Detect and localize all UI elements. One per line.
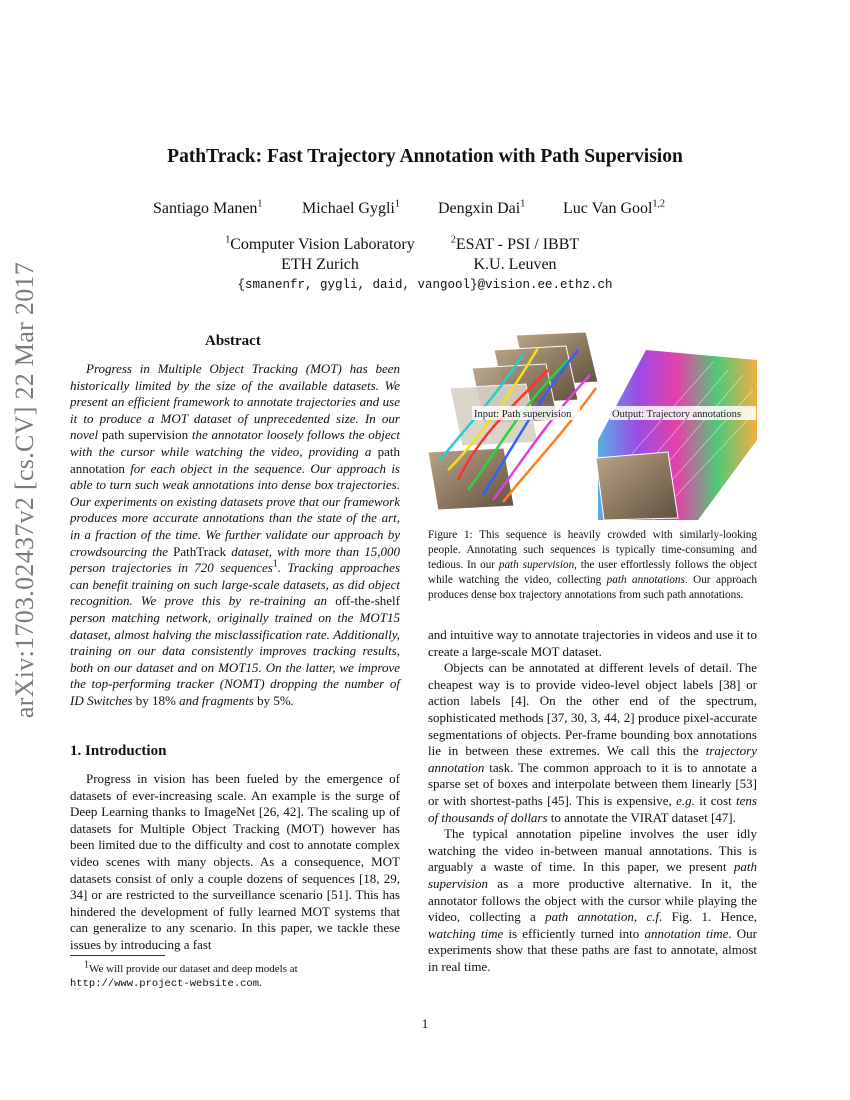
affiliation-2: $^2$ESAT - PSI / IBBT K.U. Leuven bbox=[450, 234, 580, 273]
author-3: Dengxin Dai$^1$ bbox=[438, 198, 526, 217]
author-1: Santiago Manen$^1$ bbox=[153, 198, 263, 217]
paper-title: PathTrack: Fast Trajectory Annotation with Path Supervision bbox=[167, 146, 683, 167]
introduction-body-left: Progress in vision has been fueled by the emergence of datasets of ever-increasing scale. An example is the surge of Deep Learning thanks to ImageNet [26, 42]. The scaling up of datasets for Multiple Object Tracking (MOT) however has been limited due to the difficulty and cost to annotate complex video scenes with many objects. As a consequence, MOT datasets consist of only a couple dozens of sequences [18, 29, 34] or are restricted to the surveillance scenario [51]. This has hindered the development of fully learned MOT systems that can generalize to any scenario. In this paper, we tackle these issues by introducing a fast bbox=[70, 771, 400, 952]
footnote-url[interactable]: http://www.project-website.com bbox=[70, 978, 260, 990]
introduction-body-right: and intuitive way to annotate trajectories in videos and use it to create a large-scale MOT dataset. Objects can be annotated at different levels of detail. The cheapest way is to provide video-level object labels [38] or action labels [4]. On the other end of the spectrum, sophisticated methods [37, 30, 3, 44, 2] produce pixel-accurate segmentations of objects. Per-frame bounding box annotations lie in between these extremes. We call this the trajectory annotation task. The common approach to it is to annotate a sparse set of boxes and interpolate between them linearly [53] or with shortest-paths [45]. This is expensive, e.g. it cost tens of thousands of dollars to annotate the VIRAT dataset [47]. The typical annotation pipeline involves the user idly watching the video in-between manual annotations. This is arguably a waste of time. In this paper, we present path supervision as a more productive alternative. In it, the annotator follows the object with the cursor while playing the video, collecting a path annotation, c.f. Fig. 1. Hence, watching time is efficiently turned into annotation time. Our experiments show that these paths are fast to annotate, almost in real time. bbox=[428, 627, 758, 974]
figure-1-caption: Figure 1: This sequence is heavily crowded with similarly-looking people. Annotating such sequences is typically time-consuming and tedious. In our path supervision, the user effortlessly follows the object while watching the video, collecting path annotations. Our approach produces dense box trajectory annotations from such path annotations. bbox=[428, 529, 757, 601]
abstract-heading: Abstract bbox=[205, 333, 261, 349]
figure-label-input: Input: Path supervision bbox=[474, 409, 572, 420]
figure-1 bbox=[428, 330, 757, 520]
author-email: {smanenfr, gygli, daid, vangool}@vision.ee.ethz.ch bbox=[237, 278, 613, 292]
page-number: 1 bbox=[421, 1016, 429, 1031]
arxiv-identifier: arXiv:1703.02437v2 [cs.CV] 22 Mar 2017 bbox=[10, 261, 39, 719]
abstract-body: Progress in Multiple Object Tracking (MOT) has been historically limited by the size of the available datasets. We present an efficient framework to annotate trajectories and use it to produce a MOT dataset of unprecedented size. In our novel path supervision the annotator loosely follows the object with the cursor while watching the video, providing a path annotation for each object in the sequence. Our approach is able to turn such weak annotations into dense box trajectories. Our experiments on existing datasets prove that our framework produces more accurate annotations than the state of the art, in a fraction of the time. We further validate our approach by crowdsourcing the PathTrack dataset, with more than 15,000 person trajectories in 720 sequences$^1$. Tracking approaches can benefit training on such large-scale datasets, as did object recognition. We prove this by re-training an off-the-shelf person matching network, originally trained on the MOT15 dataset, almost halving the misclassification rate. Additionally, training on our data consistently improves tracking results, both on our dataset and on MOT15. On the latter, we improve the top-performing tracker (NOMT) dropping the number of ID Switches by 18% and fragments by 5%. bbox=[70, 361, 401, 708]
footnote: $^1$We will provide our dataset and deep models at http://www.project-website.com. bbox=[70, 959, 298, 990]
affiliation-1: $^1$Computer Vision Laboratory ETH Zurich bbox=[225, 234, 415, 273]
output-trajectories bbox=[596, 350, 757, 520]
input-frames bbox=[428, 332, 598, 510]
section-heading-introduction: 1. Introduction bbox=[70, 743, 167, 759]
footnote-rule bbox=[70, 955, 165, 956]
author-2: Michael Gygli$^1$ bbox=[302, 198, 400, 217]
figure-label-output: Output: Trajectory annotations bbox=[612, 409, 741, 420]
author-4: Luc Van Gool$^{1,2}$ bbox=[563, 198, 665, 217]
